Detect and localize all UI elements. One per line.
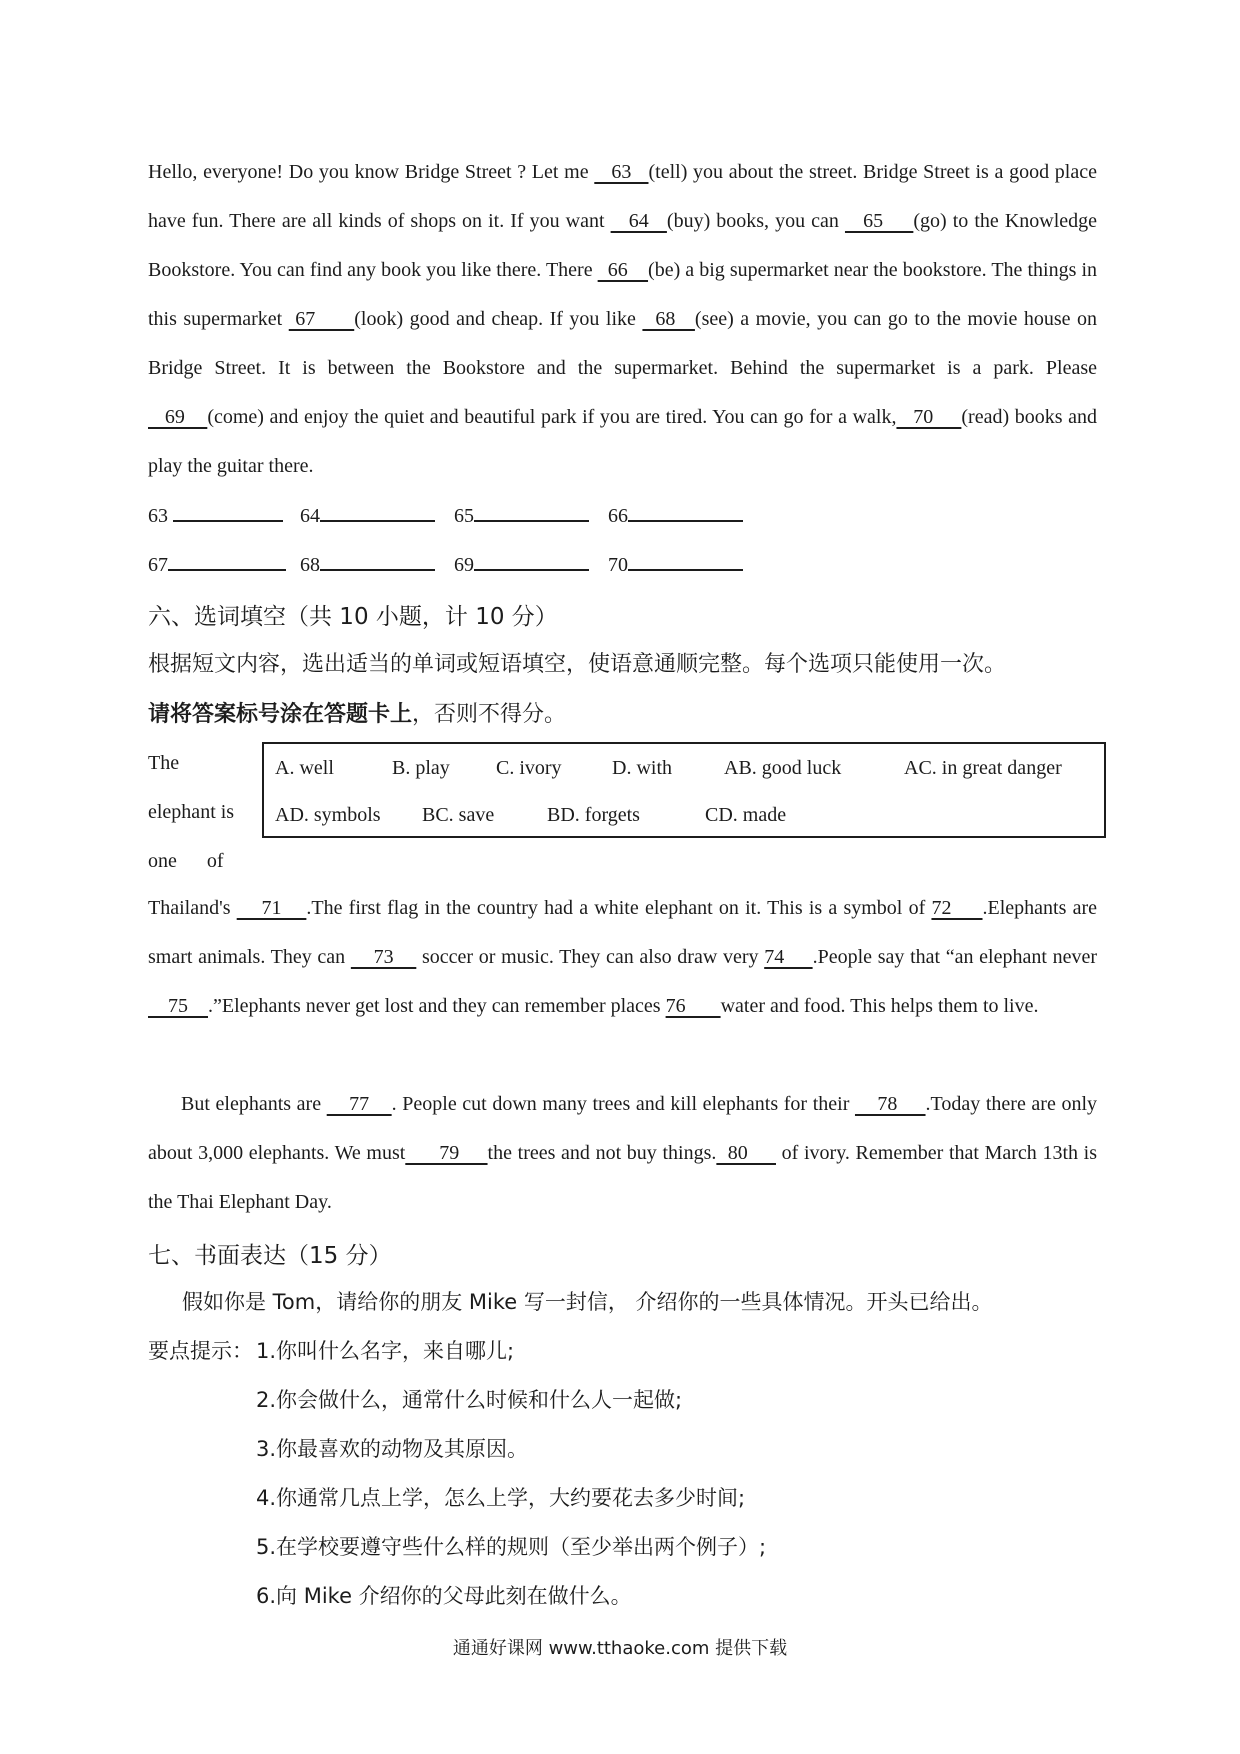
passage-text: (be) a big supermarket near the bookstore. The things in this supermarket (148, 259, 1097, 330)
section-6-instruction: 根据短文内容，选出适当的单词或短语填空，使语意通顺完整。每个选项只能使用一次。 (148, 652, 1007, 677)
blank-64: 64 (610, 210, 667, 232)
passage-text: The (148, 752, 180, 774)
answer-slot-69[interactable] (454, 551, 589, 577)
option-bd: BD. forgets (547, 804, 640, 826)
passage-text: one of (148, 850, 224, 872)
tip-3: 3.你最喜欢的动物及其原因。 (256, 1437, 529, 1461)
tip-6: 6.向 Mike 介绍你的父母此刻在做什么。 (256, 1584, 632, 1608)
blank-79: 79 (405, 1142, 488, 1164)
passage-text: .The first flag in the country had a white elephant on it. This is a symbol of (306, 897, 932, 919)
answer-number: 70 (608, 554, 628, 576)
blank-77: 77 (326, 1093, 392, 1115)
tip-5: 5.在学校要遵守些什么样的规则（至少举出两个例子）; (256, 1535, 767, 1559)
blank-78: 78 (854, 1093, 926, 1115)
passage-text: (look) good and cheap. If you like (354, 308, 643, 330)
passage-text: .People say that “an elephant never (812, 946, 1098, 968)
option-ad: AD. symbols (275, 804, 381, 826)
blank-66: 66 (597, 259, 649, 281)
passage-text: (buy) books, you can (666, 210, 845, 232)
answer-number: 67 (148, 554, 168, 576)
blank-71: 71 (236, 897, 307, 919)
answer-line (173, 502, 283, 522)
answer-number: 64 (300, 505, 320, 527)
blank-63: 63 (594, 161, 649, 183)
answer-line (320, 502, 435, 522)
tips-label: 要点提示： (148, 1339, 253, 1363)
passage-text: . People cut down many trees and kill elephants for their (391, 1093, 855, 1115)
passage-text: (tell) you about the street. Bridge Street is a good place have fun. There are all kinds of shops on it. If you want (148, 161, 1097, 232)
passage-elephant-1 (148, 884, 1097, 1031)
answer-slot-66[interactable] (608, 502, 743, 528)
answer-line (320, 551, 435, 571)
answer-number: 66 (608, 505, 628, 527)
blank-72: 72 (931, 897, 983, 919)
section-6-note-rest: ，否则不得分。 (412, 702, 567, 727)
passage-text: Hello, everyone! Do you know Bridge Street ? Let me (148, 161, 595, 183)
passage-text: .Today there are only about 3,000 elephants. We must (148, 1093, 1098, 1164)
passage-text: (go) to the Knowledge Bookstore. You can find any book you like there. There (148, 210, 1098, 281)
blank-69: 69 (148, 406, 208, 428)
answer-number: 65 (454, 505, 474, 527)
passage-text: soccer or music. They can also draw very (416, 946, 765, 968)
tip-1: 1.你叫什么名字，来自哪儿; (256, 1339, 515, 1363)
option-b: B. play (392, 757, 450, 779)
passage-text: (come) and enjoy the quiet and beautiful park if you are tired. You can go for a walk, (207, 406, 897, 428)
blank-75: 75 (148, 995, 208, 1017)
section-6-note-bold: 请将答案标号涂在答题卡上 (148, 702, 413, 727)
option-ab: AB. good luck (724, 757, 842, 779)
passage-bridge-street (148, 148, 1097, 491)
answer-line (628, 502, 743, 522)
option-c: C. ivory (496, 757, 562, 779)
option-ac: AC. in great danger (904, 757, 1062, 779)
tip-2: 2.你会做什么，通常什么时候和什么人一起做; (256, 1388, 683, 1412)
blank-70: 70 (896, 406, 962, 428)
wrapped-passage-start (148, 739, 248, 886)
blank-76: 76 (665, 995, 721, 1017)
page-footer: 通通好课网 www.tthaoke.com 提供下载 (452, 1638, 788, 1659)
answer-number: 63 (148, 505, 168, 527)
word-bank-box (262, 742, 1106, 838)
section-7-heading: 七、书面表达（15 分） (148, 1243, 392, 1269)
passage-text: elephant is (148, 801, 235, 823)
blank-73: 73 (350, 946, 417, 968)
blank-67: 67 (288, 308, 355, 330)
passage-text: .Elephants are smart animals. They can (148, 897, 1098, 968)
passage-text: But elephants are (181, 1093, 327, 1115)
option-d: D. with (612, 757, 672, 779)
section-6-note (148, 697, 566, 728)
option-bc: BC. save (422, 804, 495, 826)
answer-line (168, 551, 286, 571)
blank-74: 74 (764, 946, 813, 968)
answer-line (628, 551, 743, 571)
answer-slot-64[interactable] (300, 502, 435, 528)
answer-line (474, 502, 589, 522)
answer-number: 68 (300, 554, 320, 576)
option-cd: CD. made (705, 804, 787, 826)
answer-number: 69 (454, 554, 474, 576)
answer-slot-68[interactable] (300, 551, 435, 577)
passage-elephant-2 (148, 1080, 1097, 1227)
answer-slot-67[interactable] (148, 551, 286, 577)
passage-text: .”Elephants never get lost and they can remember places (208, 995, 666, 1017)
option-a: A. well (275, 757, 334, 779)
section-7-intro: 假如你是 Tom，请给你的朋友 Mike 写一封信， 介绍你的一些具体情况。开头已给出。 (182, 1290, 993, 1314)
answer-slot-65[interactable] (454, 502, 589, 528)
passage-text: the trees and not buy things. (487, 1142, 717, 1164)
passage-text: (see) a movie, you can go to the movie house on Bridge Street. It is between the Bookstore and the supermarket. Behind the supermarket is a park. Please (148, 308, 1098, 379)
passage-text: Thailand's (148, 897, 237, 919)
passage-text: water and food. This helps them to live. (720, 995, 1039, 1017)
blank-65: 65 (844, 210, 914, 232)
section-6-heading: 六、选词填空（共 10 小题，计 10 分） (148, 604, 558, 630)
passage-text: of ivory. Remember that March 13th is the Thai Elephant Day. (148, 1142, 1098, 1213)
answer-line (474, 551, 589, 571)
tip-4: 4.你通常几点上学，怎么上学，大约要花去多少时间; (256, 1486, 746, 1510)
answer-slot-70[interactable] (608, 551, 743, 577)
blank-80: 80 (716, 1142, 776, 1164)
answer-slot-63[interactable] (148, 502, 283, 528)
blank-68: 68 (642, 308, 695, 330)
passage-text: (read) books and play the guitar there. (148, 406, 1098, 477)
